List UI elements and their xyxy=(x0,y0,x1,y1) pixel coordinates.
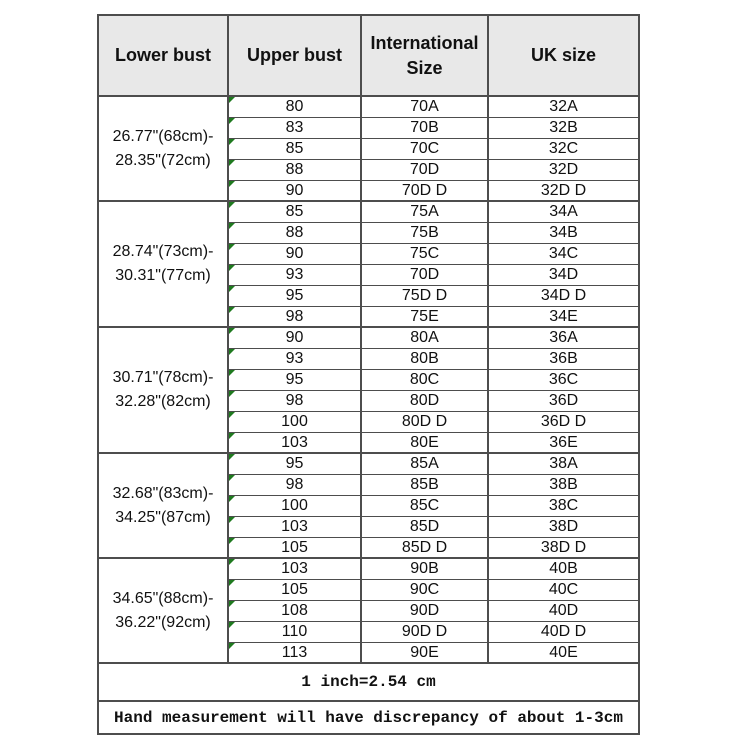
uk-size-cell: 40E xyxy=(488,642,639,663)
upper-bust-cell: 98 xyxy=(228,474,361,495)
upper-bust-cell: 98 xyxy=(228,306,361,327)
international-size-cell: 80A xyxy=(361,327,488,348)
international-size-cell: 70A xyxy=(361,96,488,117)
cell-flag-triangle-icon xyxy=(229,139,235,145)
cell-flag-triangle-icon xyxy=(229,517,235,523)
upper-bust-cell: 103 xyxy=(228,516,361,537)
international-size-cell: 80B xyxy=(361,348,488,369)
upper-bust-cell: 113 xyxy=(228,642,361,663)
upper-bust-cell: 83 xyxy=(228,117,361,138)
uk-size-cell: 32B xyxy=(488,117,639,138)
upper-bust-cell: 90 xyxy=(228,327,361,348)
international-size-cell: 85A xyxy=(361,453,488,474)
international-size-cell: 70D D xyxy=(361,180,488,201)
international-size-cell: 80D xyxy=(361,390,488,411)
uk-size-cell: 32C xyxy=(488,138,639,159)
international-size-cell: 70D xyxy=(361,264,488,285)
upper-bust-cell: 93 xyxy=(228,264,361,285)
upper-bust-cell: 88 xyxy=(228,222,361,243)
international-size-cell: 85C xyxy=(361,495,488,516)
table-row xyxy=(98,558,639,579)
uk-size-cell: 38A xyxy=(488,453,639,474)
international-size-cell: 85D D xyxy=(361,537,488,558)
cell-flag-triangle-icon xyxy=(229,97,235,103)
upper-bust-cell: 95 xyxy=(228,453,361,474)
upper-bust-cell: 85 xyxy=(228,201,361,222)
lower-bust-cell: 32.68"(83cm)- 34.25"(87cm) xyxy=(98,453,228,558)
lower-bust-cell: 34.65"(88cm)- 36.22"(92cm) xyxy=(98,558,228,663)
table-row xyxy=(98,96,639,117)
international-size-cell: 90D xyxy=(361,600,488,621)
cell-flag-triangle-icon xyxy=(229,286,235,292)
upper-bust-cell: 105 xyxy=(228,537,361,558)
international-size-cell: 75D D xyxy=(361,285,488,306)
international-size-cell: 75A xyxy=(361,201,488,222)
cell-flag-triangle-icon xyxy=(229,475,235,481)
cell-flag-triangle-icon xyxy=(229,349,235,355)
international-size-cell: 70B xyxy=(361,117,488,138)
uk-size-cell: 34E xyxy=(488,306,639,327)
upper-bust-cell: 103 xyxy=(228,432,361,453)
cell-flag-triangle-icon xyxy=(229,643,235,649)
footnote-row xyxy=(98,663,639,701)
size-chart-body xyxy=(98,96,639,663)
upper-bust-cell: 110 xyxy=(228,621,361,642)
table-row xyxy=(98,453,639,474)
cell-flag-triangle-icon xyxy=(229,307,235,313)
cell-flag-triangle-icon xyxy=(229,160,235,166)
cell-flag-triangle-icon xyxy=(229,433,235,439)
uk-size-cell: 36E xyxy=(488,432,639,453)
cell-flag-triangle-icon xyxy=(229,496,235,502)
international-size-cell: 75B xyxy=(361,222,488,243)
international-size-cell: 90B xyxy=(361,558,488,579)
uk-size-cell: 36A xyxy=(488,327,639,348)
footnote-measurement-note: Hand measurement will have discrepancy of about 1-3cm xyxy=(98,701,639,734)
international-size-cell: 70C xyxy=(361,138,488,159)
footnote-inch-conversion: 1 inch=2.54 cm xyxy=(98,663,639,701)
column-header-upper-bust: Upper bust xyxy=(228,15,361,96)
upper-bust-cell: 85 xyxy=(228,138,361,159)
uk-size-cell: 34A xyxy=(488,201,639,222)
cell-flag-triangle-icon xyxy=(229,202,235,208)
table-row xyxy=(98,201,639,222)
column-header-uk-size: UK size xyxy=(488,15,639,96)
uk-size-cell: 38D D xyxy=(488,537,639,558)
upper-bust-cell: 80 xyxy=(228,96,361,117)
uk-size-cell: 32A xyxy=(488,96,639,117)
lower-bust-cell: 26.77"(68cm)- 28.35"(72cm) xyxy=(98,96,228,201)
uk-size-cell: 40D D xyxy=(488,621,639,642)
upper-bust-cell: 95 xyxy=(228,285,361,306)
uk-size-cell: 34D D xyxy=(488,285,639,306)
international-size-cell: 90C xyxy=(361,579,488,600)
header-row xyxy=(98,15,639,96)
upper-bust-cell: 105 xyxy=(228,579,361,600)
cell-flag-triangle-icon xyxy=(229,244,235,250)
cell-flag-triangle-icon xyxy=(229,538,235,544)
size-chart-table xyxy=(97,14,640,735)
international-size-cell: 90E xyxy=(361,642,488,663)
international-size-cell: 80E xyxy=(361,432,488,453)
uk-size-cell: 34C xyxy=(488,243,639,264)
uk-size-cell: 40C xyxy=(488,579,639,600)
upper-bust-cell: 90 xyxy=(228,180,361,201)
international-size-cell: 75C xyxy=(361,243,488,264)
international-size-cell: 75E xyxy=(361,306,488,327)
cell-flag-triangle-icon xyxy=(229,622,235,628)
uk-size-cell: 38D xyxy=(488,516,639,537)
uk-size-cell: 32D D xyxy=(488,180,639,201)
table-row xyxy=(98,327,639,348)
cell-flag-triangle-icon xyxy=(229,328,235,334)
international-size-cell: 85B xyxy=(361,474,488,495)
uk-size-cell: 40D xyxy=(488,600,639,621)
cell-flag-triangle-icon xyxy=(229,370,235,376)
cell-flag-triangle-icon xyxy=(229,559,235,565)
upper-bust-cell: 95 xyxy=(228,369,361,390)
international-size-cell: 90D D xyxy=(361,621,488,642)
lower-bust-cell: 30.71"(78cm)- 32.28"(82cm) xyxy=(98,327,228,453)
cell-flag-triangle-icon xyxy=(229,454,235,460)
column-header-international-size: International Size xyxy=(361,15,488,96)
lower-bust-cell: 28.74"(73cm)- 30.31"(77cm) xyxy=(98,201,228,327)
uk-size-cell: 38C xyxy=(488,495,639,516)
upper-bust-cell: 100 xyxy=(228,411,361,432)
uk-size-cell: 36D D xyxy=(488,411,639,432)
cell-flag-triangle-icon xyxy=(229,580,235,586)
upper-bust-cell: 93 xyxy=(228,348,361,369)
cell-flag-triangle-icon xyxy=(229,118,235,124)
international-size-cell: 80D D xyxy=(361,411,488,432)
international-size-cell: 70D xyxy=(361,159,488,180)
cell-flag-triangle-icon xyxy=(229,265,235,271)
upper-bust-cell: 108 xyxy=(228,600,361,621)
cell-flag-triangle-icon xyxy=(229,181,235,187)
international-size-cell: 85D xyxy=(361,516,488,537)
uk-size-cell: 36B xyxy=(488,348,639,369)
column-header-lower-bust: Lower bust xyxy=(98,15,228,96)
cell-flag-triangle-icon xyxy=(229,601,235,607)
uk-size-cell: 32D xyxy=(488,159,639,180)
upper-bust-cell: 103 xyxy=(228,558,361,579)
footnote-row xyxy=(98,701,639,734)
upper-bust-cell: 88 xyxy=(228,159,361,180)
uk-size-cell: 36D xyxy=(488,390,639,411)
uk-size-cell: 40B xyxy=(488,558,639,579)
cell-flag-triangle-icon xyxy=(229,391,235,397)
international-size-cell: 80C xyxy=(361,369,488,390)
uk-size-cell: 38B xyxy=(488,474,639,495)
cell-flag-triangle-icon xyxy=(229,412,235,418)
upper-bust-cell: 90 xyxy=(228,243,361,264)
uk-size-cell: 34D xyxy=(488,264,639,285)
uk-size-cell: 34B xyxy=(488,222,639,243)
uk-size-cell: 36C xyxy=(488,369,639,390)
cell-flag-triangle-icon xyxy=(229,223,235,229)
upper-bust-cell: 98 xyxy=(228,390,361,411)
upper-bust-cell: 100 xyxy=(228,495,361,516)
